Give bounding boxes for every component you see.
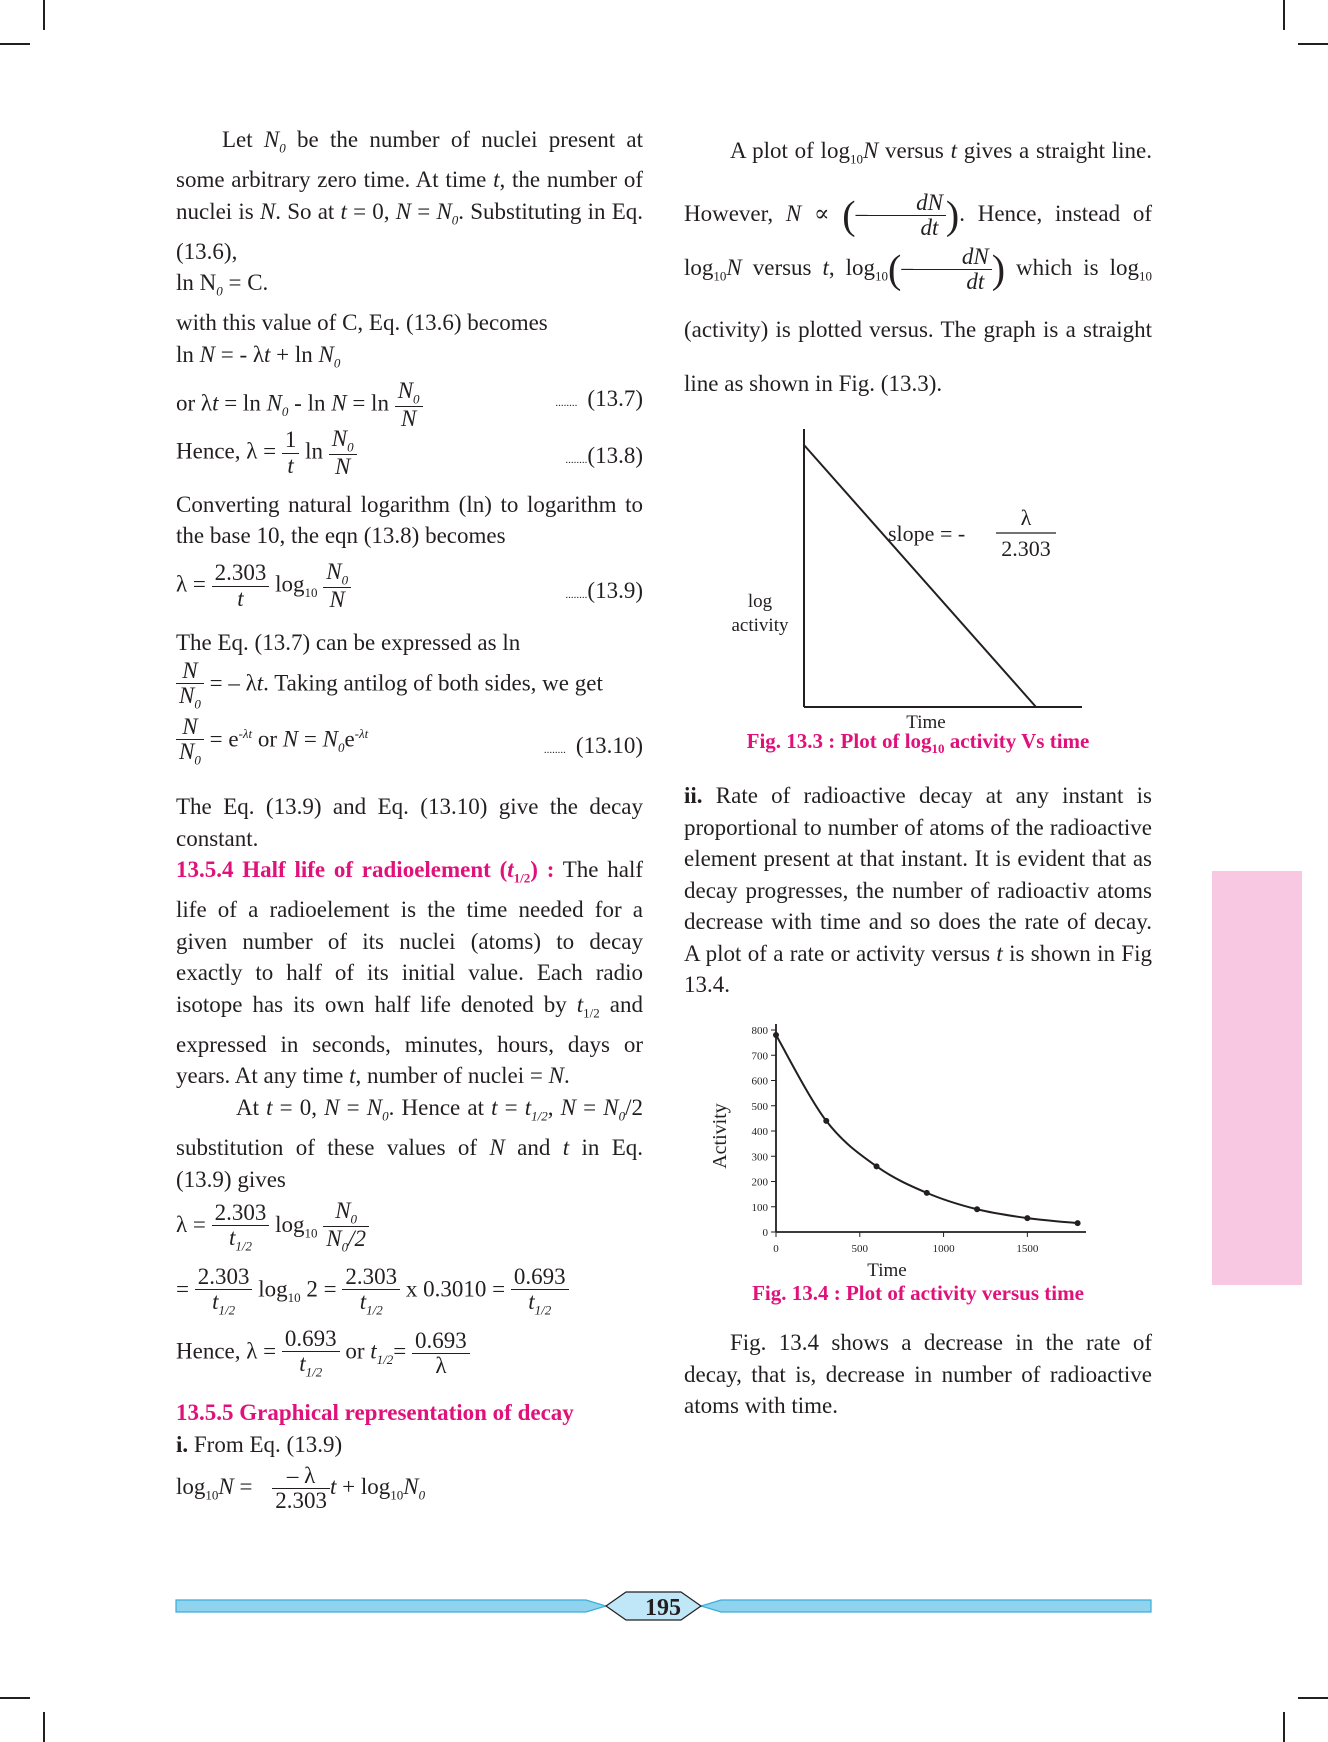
y-tick-label: 500 xyxy=(751,1100,768,1113)
crop-mark xyxy=(1283,0,1285,30)
figure-13-3-caption: Fig. 13.3 : Plot of $\log_{10}$ activity Vs time xyxy=(746,729,1090,757)
y-tick-label: 300 xyxy=(751,1151,768,1164)
y-tick-label: 0 xyxy=(762,1227,768,1239)
equation-13-9: λ = $\frac{2.303}{t}$ $\log_{10}$ $\frac{N_0}{N}$ ........(13.9) xyxy=(176,558,643,613)
paragraph-initial-nuclei: Let $N_0$ be the number of nuclei present at some arbitrary zero time. At time t, the number of nuclei is N. So at t = 0, $N = N_0$. Substituting in Eq. (13.6), xyxy=(176,127,644,264)
item-from-eq: i. From Eq. (13.9) xyxy=(176,1431,343,1457)
figure-13-3-chart xyxy=(700,425,1120,733)
crop-mark xyxy=(1283,1712,1285,1742)
equation-13-7: or $\lambda t = \ln N_0 - \ln N = \ln$ $\frac{N_0}{N}$ ........ (13.7) xyxy=(176,377,643,432)
x-tick-label: 0 xyxy=(773,1243,779,1255)
y-tick-label: 400 xyxy=(751,1126,768,1138)
y-tick-label: 100 xyxy=(751,1201,768,1214)
section-heading: 13.5.4 Half life of radioelement $(t_{1/2})$ : xyxy=(176,857,555,886)
crop-mark xyxy=(43,0,45,30)
crop-mark xyxy=(0,1697,30,1699)
x-axis-label: Time xyxy=(906,712,946,733)
log-activity-line xyxy=(804,445,1036,707)
crop-mark xyxy=(43,1712,45,1742)
equation-half-life-2: = $\frac{2.303}{t_{1/2}}$ $\log_{10} 2$ = $\frac{2.303}{t_{1/2}}$ x 0.3010 = $\frac{0.693}{t_{1/2}}$ xyxy=(176,1265,643,1327)
data-point xyxy=(1075,1220,1081,1226)
slope-label: slope = - xyxy=(888,521,966,546)
data-point xyxy=(974,1206,980,1212)
paragraph-convert-log: Converting natural logarithm (ln) to logarithm to the base 10, the eqn (13.8) becomes xyxy=(176,491,643,549)
crop-mark xyxy=(1298,1697,1328,1699)
slope-numerator: λ xyxy=(1020,505,1032,530)
right-column xyxy=(684,124,1152,411)
paragraph-antilog: The Eq. (13.7) can be expressed as ln $\frac{N}{N_0}$ = – λt. Taking antilog of both sides, we get xyxy=(176,629,603,712)
y-axis-label-line1: log xyxy=(747,591,773,612)
y-tick-label: 700 xyxy=(751,1050,768,1063)
y-tick-label: 200 xyxy=(751,1176,768,1189)
paragraph-rate-decay: ii. Rate of radioactive decay at any instant is proportional to number of atoms of the radioactive element present at that instant. It is evident that as decay progresses, the number of radioactiv atoms decrease with time and so does the rate of decay. A plot of a rate or activity versus t is shown in Fig 13.4. xyxy=(684,783,1152,997)
equation-log-n: $\log_{10}N$ = $\frac{- \lambda}{2.303}$ $t + \log_{10}N_0$ xyxy=(176,1463,426,1514)
equation-13-10: $\frac{N}{N_0}$ = $e^{-\lambda t}$ or $N = N_0e^{-\lambda t}$ ........ (13.10) xyxy=(176,715,643,781)
figure-13-4-caption: Fig. 13.4 : Plot of activity versus time xyxy=(752,1281,1084,1305)
crop-mark xyxy=(1298,43,1328,45)
data-point xyxy=(773,1032,779,1038)
paragraph-log-plot: A plot of $\log_{10}N$ versus t gives a straight line. However, N ∝ (– $\frac{dN}{dt}$ ). Hence, instead of $\log_{10}N$ versus t, $\log_{10}(-$ $\frac{dN}{dt}$ ) which is $\log_{10}$ (activity) is plotted versus. The graph is a straight line as shown in Fig. (13.3). xyxy=(684,138,1152,397)
y-tick-label: 800 xyxy=(751,1025,768,1037)
text-with-value: with this value of C, Eq. (13.6) becomes xyxy=(176,310,548,336)
y-tick-label: 600 xyxy=(751,1075,768,1088)
equation-number: (13.9) xyxy=(587,577,643,603)
side-tab xyxy=(1212,871,1302,1285)
equation-number: (13.10) xyxy=(575,733,643,758)
paragraph-fig-13-4-summary: Fig. 13.4 shows a decrease in the rate of decay, that is, decrease in number of radioactive atoms with time. xyxy=(684,1330,1152,1418)
section-13-5-5 xyxy=(176,1397,643,1460)
x-tick-label: 1500 xyxy=(1016,1243,1039,1255)
slope-denominator: 2.303 xyxy=(1001,536,1051,561)
x-axis-label: Time xyxy=(867,1260,907,1281)
equation-ln-n: ln N = - $\lambda t + \ln N_0$ xyxy=(176,341,341,371)
equation-13-8: Hence, λ = $\frac{1}{t}$ ln $\frac{N_0}{N}$ ........(13.8) xyxy=(176,425,643,480)
footer-bar-right xyxy=(701,1600,1151,1612)
page-footer xyxy=(176,1586,1151,1626)
data-point xyxy=(1024,1215,1030,1221)
equation-half-life-1: λ = $\frac{2.303}{t_{1/2}}$ $\log_{10}$ $\frac{N_0}{N_0/2}$ xyxy=(176,1199,643,1265)
paragraph-substitution: At t = 0, $N = N_0$. Hence at $t = t_{1/2}$, $N = N_0/2$ substitution of these values of N and t in Eq. (13.9) gives xyxy=(176,1094,644,1192)
footer-bar-left xyxy=(176,1600,606,1612)
y-axis-label: Activity xyxy=(709,1103,731,1169)
equation-number: (13.7) xyxy=(587,385,643,411)
section-heading: 13.5.5 Graphical representation of decay xyxy=(176,1400,574,1426)
equation-half-life-3: Hence, λ = $\frac{0.693}{t_{1/2}}$ or $t_{1/2}=$ $\frac{0.693}{\lambda}$ xyxy=(176,1327,643,1389)
equation-number: (13.8) xyxy=(587,442,643,468)
page-number: 195 xyxy=(645,1595,681,1621)
data-point xyxy=(823,1118,829,1124)
data-point xyxy=(924,1190,930,1196)
equation-ln-n0: $\ln N_0 = C$. xyxy=(176,270,269,299)
x-tick-label: 1000 xyxy=(932,1243,955,1255)
x-tick-label: 500 xyxy=(851,1243,869,1255)
y-axis-label-line2: activity xyxy=(731,615,789,636)
figure-13-4-chart xyxy=(700,1018,1100,1280)
y-axis-label xyxy=(732,591,789,636)
paragraph-decay-constant: The Eq. (13.9) and Eq. (13.10) give the decay constant. xyxy=(176,794,643,851)
crop-mark xyxy=(0,43,30,45)
left-column xyxy=(176,124,643,1530)
data-point xyxy=(874,1163,880,1169)
section-13-5-4: 13.5.4 Half life of radioelement $(t_{1/2})$ : The half life of a radioelement is the time needed for a given number of its nuclei (atoms) to decay exactly to half of its initial value. Each radio isotope has its own half life denoted by $t_{1/2}$ and expressed in seconds, minutes, hours, days or years. At any time t, number of nuclei = N. xyxy=(176,857,643,1089)
